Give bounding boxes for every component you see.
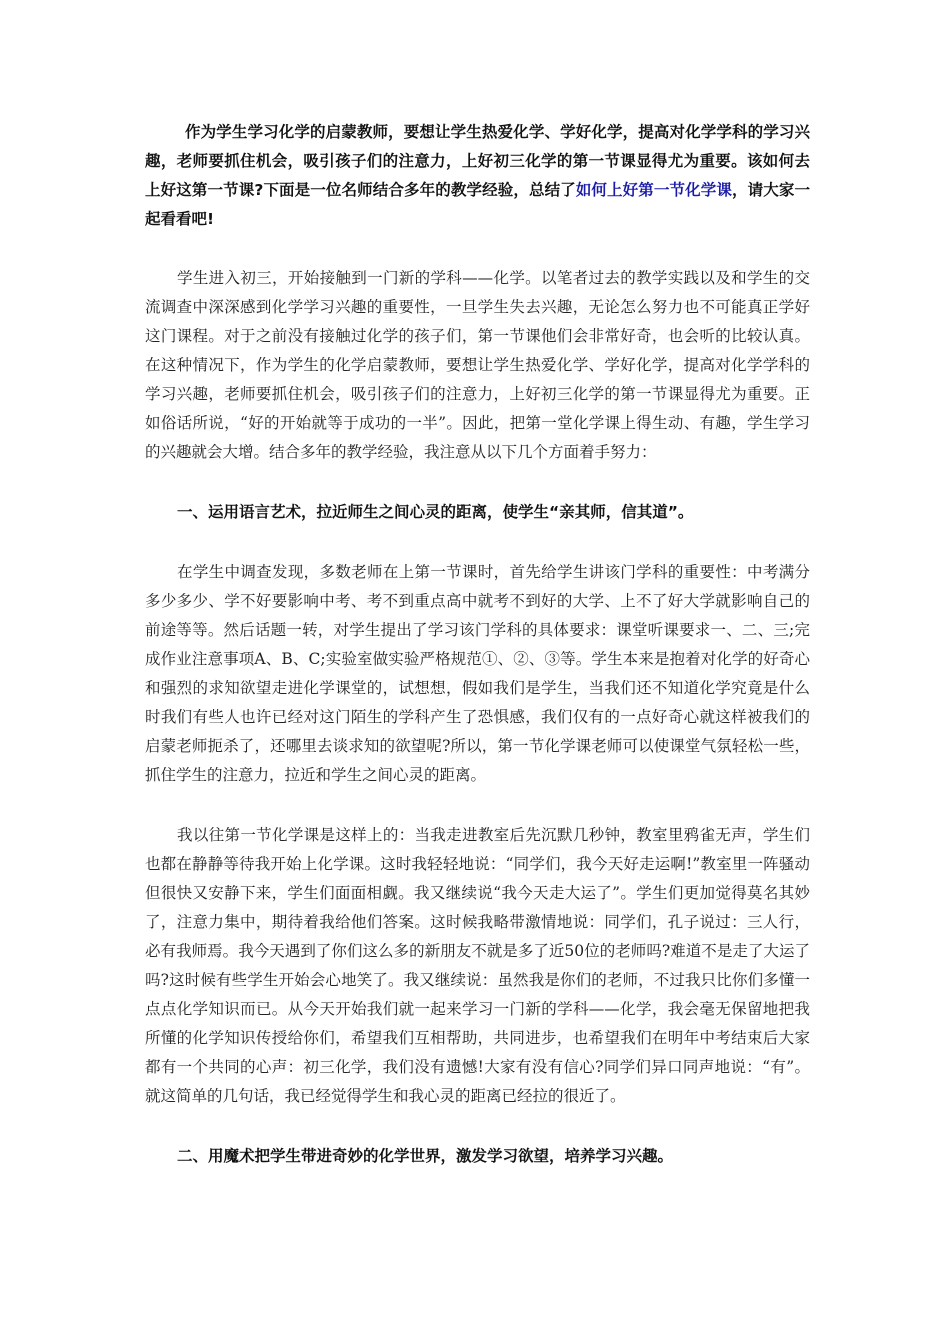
body-paragraph-3: 我以往第一节化学课是这样上的：当我走进教室后先沉默几秒钟，教室里鸦雀无声，学生们也都在静静等待我开始上化学课。这时我轻轻地说：“同学们，我今天好走运啊!”教室里一阵骚动但很快又安静下来，学生们面面相觑。我又继续说“我今天走大运了”。学生们更加觉得莫名其妙了，注意力集中，期待着我给他们答案。这时候我略带激情地说：同学们，孔子说过：三人行，必有我师焉。我今天遇到了你们这么多的新朋友不就是多了近50位的老师吗?难道不是走了大运了吗?这时候有些学生开始会心地笑了。我又继续说：虽然我是你们的老师，不过我只比你们多懂一点点化学知识而已。从今天开始我们就一起来学习一门新的学科——化学，我会毫无保留地把我所懂的化学知识传授给你们，希望我们互相帮助，共同进步，也希望我们在明年中考结束后大家都有一个共同的心声：初三化学，我们没有遗憾!大家有没有信心?同学们异口同声地说：“有”。就这简单的几句话，我已经觉得学生和我心灵的距离已经拉的很近了。 [145,826,810,1105]
section-heading-2: 二、用魔术把学生带进奇妙的化学世界，激发学习欲望，培养学习兴趣。 [177,1147,674,1165]
article-link[interactable]: 如何上好第一节化学课 [575,181,732,199]
body-paragraph-2: 在学生中调查发现，多数老师在上第一节课时，首先给学生讲该门学科的重要性：中考满分多少多少、学不好要影响中考、考不到重点高中就考不到好的大学、上不了好大学就影响自己的前途等等。然后话题一转，对学生提出了学习该门学科的具体要求：课堂听课要求一、二、三;完成作业注意事项A、B、C;实验室做实验严格规范①、②、③等。学生本来是抱着对化学的好奇心和强烈的求知欲望走进化学课堂的，试想想，假如我们是学生，当我们还不知道化学究竟是什么时我们有些人也许已经对这门陌生的学科产生了恐惧感，我们仅有的一点好奇心就这样被我们的启蒙老师扼杀了，还哪里去谈求知的欲望呢?所以，第一节化学课老师可以使课堂气氛轻松一些，抓住学生的注意力，拉近和学生之间心灵的距离。 [145,563,810,784]
body-paragraph-1: 学生进入初三，开始接触到一门新的学科——化学。以笔者过去的教学实践以及和学生的交流调查中深深感到化学学习兴趣的重要性，一旦学生失去兴趣，无论怎么努力也不可能真正学好这门课程。对于之前没有接触过化学的孩子们，第一节课他们会非常好奇，也会听的比较认真。在这种情况下，作为学生的化学启蒙教师，要想让学生热爱化学、学好化学，提高对化学学科的学习兴趣，老师要抓住机会，吸引孩子们的注意力，上好初三化学的第一节课显得尤为重要。正如俗话所说，“好的开始就等于成功的一半”。因此，把第一堂化学课上得生动、有趣，学生学习的兴趣就会大增。结合多年的教学经验，我注意从以下几个方面着手努力： [145,269,810,461]
document-page [145,118,810,1202]
intro-paragraph [145,118,810,234]
intro-text-tail: ，请大家一起看看吧! [145,181,810,228]
section-heading-1: 一、运用语言艺术，拉近师生之间心灵的距离，使学生“亲其师，信其道”。 [177,503,694,521]
intro-text: 作为学生学习化学的启蒙教师，要想让学生热爱化学、学好化学，提高对化学学科的学习兴趣，老师要抓住机会，吸引孩子们的注意力，上好初三化学的第一节课显得尤为重要。该如何去上好这第一节课?下面是一位名师结合多年的教学经验，总结了 [145,123,810,199]
